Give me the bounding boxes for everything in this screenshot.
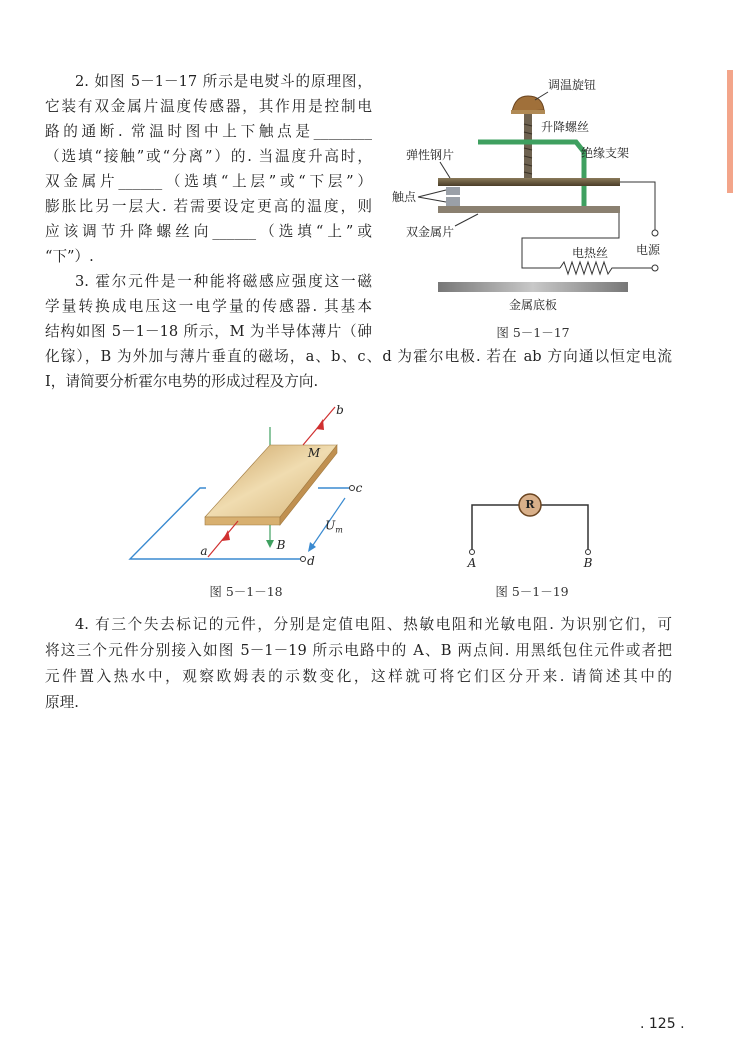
terminal-A — [470, 550, 475, 555]
figure-caption: 图 5－1－18 — [209, 584, 283, 599]
label-b: b — [336, 403, 344, 417]
text-line: 结构如图 5－1－18 所示，M 为半导体薄片（砷 — [45, 323, 372, 340]
label-bimetal: 双金属片 — [405, 225, 455, 239]
text-line: 3. 霍尔元件是一种能将磁感应强度这一磁 — [75, 273, 372, 290]
label-heating-wire: 电热丝 — [571, 246, 609, 260]
label-d: d — [307, 554, 315, 568]
label-R: R — [525, 498, 535, 511]
text-line: I，请简要分析霍尔电势的形成过程及方向. — [45, 373, 319, 390]
text-line: 膨胀比另一层大. 若需要设定更高的温度，则 — [45, 198, 372, 215]
label-screw: 升降螺丝 — [540, 120, 590, 134]
page-number: . 125 . — [640, 1016, 685, 1032]
label-power: 电源 — [635, 243, 661, 257]
text-line: 双金属片______（选填“上层”或“下层”） — [45, 173, 372, 190]
terminal-B — [586, 550, 591, 555]
label-contacts: 触点 — [391, 190, 417, 204]
text-line: 元件置入热水中，观察欧姆表的示数变化，这样就可将它们区分开来. 请简述其中的 — [45, 668, 672, 685]
text-line: 2. 如图 5－1－17 所示是电熨斗的原理图， — [75, 73, 372, 90]
label-B-field: B — [276, 538, 286, 552]
label-a: a — [200, 544, 208, 558]
label-knob: 调温旋钮 — [547, 78, 597, 92]
text-line: 将这三个元件分别接入如图 5－1－19 所示电路中的 A、B 两点间. 用黑纸包住元件或者把 — [45, 642, 672, 659]
label-U-subscript: m — [335, 525, 343, 535]
text-line: （选填“接触”或“分离”）的. 当温度升高时， — [45, 148, 372, 165]
label-spring-steel: 弹性钢片 — [405, 148, 455, 162]
text-line: 路的通断. 常温时图中上下触点是________ — [45, 123, 372, 140]
label-base-plate: 金属底板 — [508, 298, 558, 312]
figure-caption: 图 5－1－19 — [495, 584, 569, 599]
text-line: 原理. — [45, 694, 79, 711]
label-M: M — [307, 446, 321, 460]
text-line: 学量转换成电压这一电学量的传感器. 其基本 — [45, 298, 372, 315]
text-line: 4. 有三个失去标记的元件，分别是定值电阻、热敏电阻和光敏电阻. 为识别它们，可 — [75, 616, 672, 633]
label-U: U — [325, 518, 336, 533]
label-B: B — [583, 556, 593, 570]
text-line: 应该调节升降螺丝向______（选填“上”或 — [45, 223, 372, 240]
text-line: 化镓），B 为外加与薄片垂直的磁场，a、b、c、d 为霍尔电极. 若在 ab 方向通以恒定电流 — [45, 348, 672, 365]
label-insulating-bracket: 绝缘支架 — [580, 146, 630, 160]
label-c: c — [355, 481, 363, 495]
text-line: 它装有双金属片温度传感器，其作用是控制电 — [45, 98, 372, 115]
label-A: A — [467, 556, 477, 570]
text-line: “下”）. — [45, 248, 94, 265]
figure-caption: 图 5－1－17 — [496, 325, 570, 340]
